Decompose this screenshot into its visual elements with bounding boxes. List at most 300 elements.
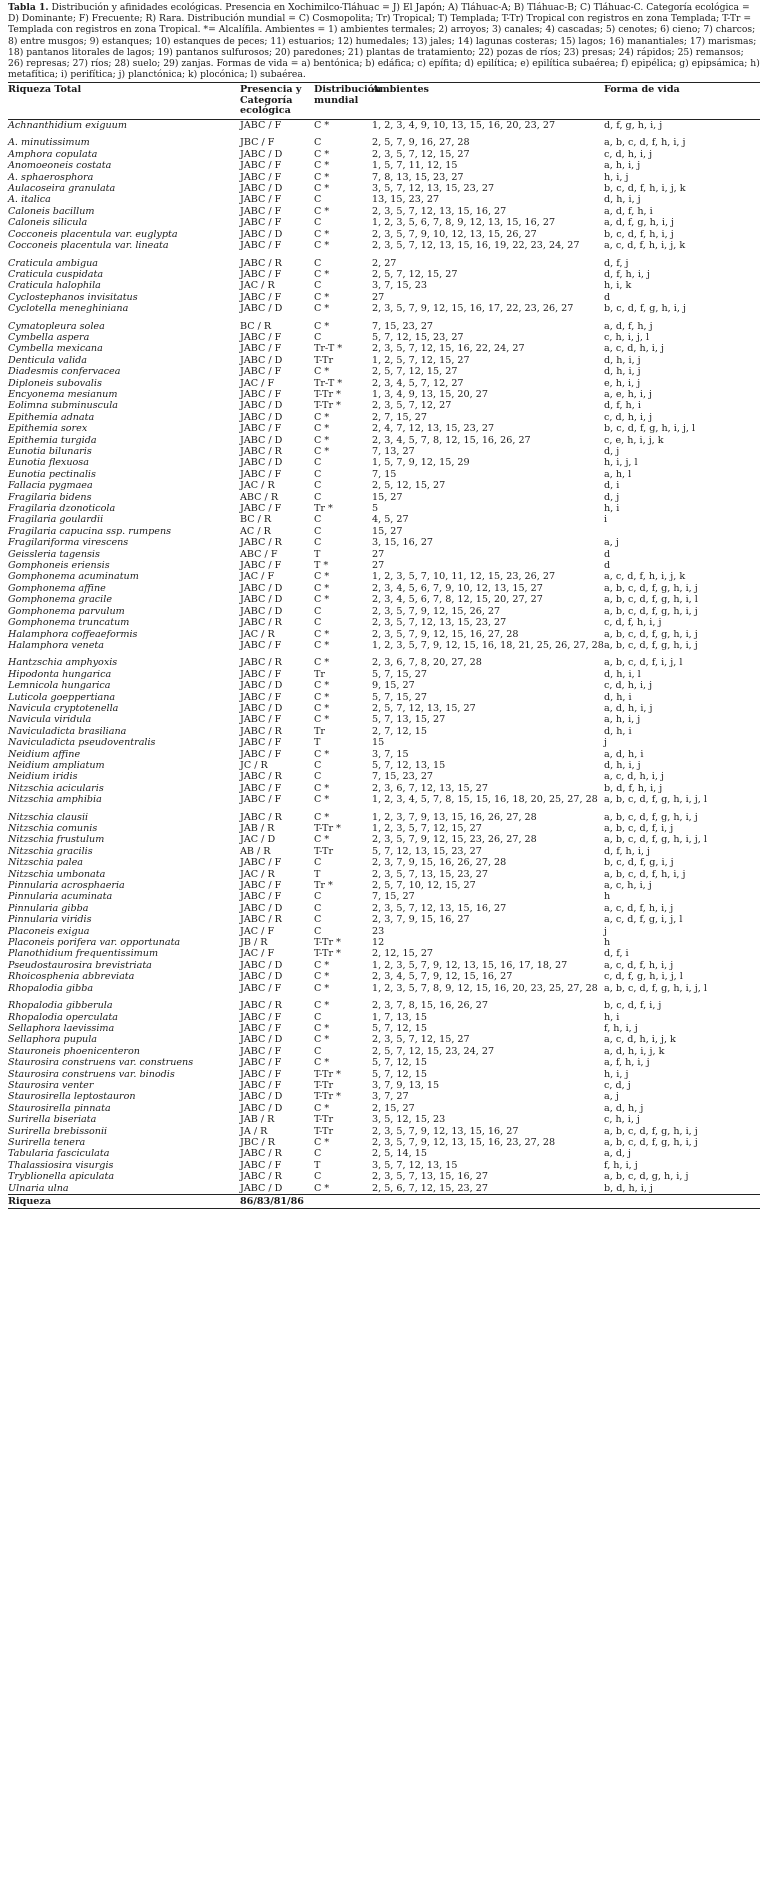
- life-form-cell: j: [604, 925, 607, 937]
- life-form-cell: a, b, c, d, f, h, i, j: [604, 868, 686, 880]
- distribution-cell: C *: [314, 1182, 330, 1194]
- table-row: [8, 258, 760, 269]
- life-form-cell: a, b, c, d, f, i, j: [604, 823, 674, 834]
- presence-cell: JBC / F: [240, 137, 275, 149]
- life-form-cell: a, b, c, d, f, g, h, i, l: [604, 594, 698, 606]
- environments-cell: 7, 15, 23, 27: [372, 771, 434, 783]
- environments-cell: 2, 3, 5, 7, 9, 12, 15, 16, 27, 28: [372, 628, 519, 640]
- table-row: [8, 617, 760, 628]
- environments-cell: 5, 7, 12, 15, 23, 27: [372, 331, 464, 343]
- life-form-cell: a, b, c, d, f, g, h, i, j: [604, 582, 698, 594]
- table-footer: [8, 1195, 760, 1209]
- distribution-cell: C *: [314, 714, 330, 726]
- life-form-cell: h, i: [604, 1011, 620, 1023]
- species-name-cell: Fallacia pygmaea: [8, 480, 93, 492]
- life-form-cell: h, i, j: [604, 1068, 629, 1080]
- table-row: [8, 514, 760, 525]
- distribution-cell: Tr: [314, 668, 325, 680]
- distribution-cell: C *: [314, 1034, 330, 1046]
- distribution-cell: T-Tr *: [314, 1068, 341, 1080]
- table-row: [8, 749, 760, 760]
- environments-cell: 2, 3, 5, 7, 9, 12, 15, 16, 17, 22, 23, 26, 27: [372, 303, 574, 315]
- presence-cell: JABC / F: [240, 1011, 282, 1023]
- species-name-cell: Gomphonema truncatum: [8, 617, 130, 629]
- species-name-cell: Fragilaria bidens: [8, 491, 92, 503]
- life-form-cell: d, f, g, h, i, j: [604, 120, 663, 132]
- species-name-cell: Nitzschia clausii: [8, 811, 89, 823]
- distribution-cell: C *: [314, 702, 330, 714]
- environments-cell: 1, 5, 7, 9, 12, 15, 29: [372, 457, 470, 469]
- life-form-cell: [604, 526, 760, 537]
- environments-cell: 1, 2, 3, 5, 7, 9, 12, 13, 15, 16, 17, 18, 27: [372, 959, 568, 971]
- environments-cell: 1, 2, 3, 4, 9, 10, 13, 15, 16, 20, 23, 27: [372, 120, 556, 132]
- species-name-cell: Staurosira construens var. construens: [8, 1057, 194, 1069]
- table-body: [8, 120, 760, 1195]
- environments-cell: 5: [372, 503, 379, 515]
- life-form-cell: i: [604, 514, 608, 526]
- presence-cell: JABC / F: [240, 560, 282, 572]
- distribution-cell: C: [314, 605, 322, 617]
- table-row: [8, 378, 760, 389]
- table-row: [8, 1034, 760, 1045]
- distribution-cell: C *: [314, 1000, 330, 1012]
- environments-cell: 2, 12, 15, 27: [372, 948, 434, 960]
- life-form-cell: a, e, h, i, j: [604, 388, 653, 400]
- species-name-cell: Epithemia sorex: [8, 423, 88, 435]
- table-row: [8, 194, 760, 205]
- table-row: [8, 606, 760, 617]
- distribution-cell: C *: [314, 1136, 330, 1148]
- table-row: [8, 703, 760, 714]
- table-row: [8, 1148, 760, 1159]
- distribution-cell: C *: [314, 228, 330, 240]
- presence-cell: JABC / R: [240, 914, 282, 926]
- environments-cell: 2, 3, 5, 7, 12, 13, 15, 23, 27: [372, 617, 507, 629]
- species-name-cell: Cymbella mexicana: [8, 343, 103, 355]
- table-row: [8, 726, 760, 737]
- table-row: [8, 160, 760, 171]
- environments-cell: 1, 2, 3, 5, 7, 9, 12, 15, 16, 18, 21, 25, 26, 27, 28: [372, 639, 604, 651]
- distribution-cell: T: [314, 1159, 321, 1171]
- environments-cell: 15, 27: [372, 525, 403, 537]
- environments-cell: 2, 3, 6, 7, 8, 20, 27, 28: [372, 657, 482, 669]
- environments-cell: 5, 7, 12, 15: [372, 1057, 427, 1069]
- life-form-cell: a, d, h, j: [604, 1102, 644, 1114]
- distribution-cell: C: [314, 468, 322, 480]
- presence-cell: JABC / R: [240, 446, 282, 457]
- table-row: [8, 692, 760, 703]
- environments-cell: 5, 7, 12, 13, 15: [372, 759, 446, 771]
- life-form-cell: c, d, h, i, j: [604, 148, 653, 160]
- presence-cell: JABC / F: [240, 503, 282, 515]
- table-row: [8, 903, 760, 914]
- life-form-cell: d, h, i: [604, 725, 632, 737]
- species-name-cell: Surirella brebissonii: [8, 1125, 108, 1137]
- environments-cell: 2, 3, 5, 7, 13, 15, 16, 27: [372, 1171, 488, 1183]
- life-form-cell: a, b, c, d, f, g, h, i, j, l: [604, 834, 707, 846]
- footer-empty: [314, 1195, 372, 1209]
- presence-cell: JAC / F: [240, 571, 275, 583]
- environments-cell: 5, 7, 15, 27: [372, 691, 427, 703]
- species-name-cell: Luticola goeppertiana: [8, 691, 116, 703]
- species-name-cell: Surirella tenera: [8, 1136, 86, 1148]
- life-form-cell: a, c, d, f, h, i, j, k: [604, 240, 686, 252]
- environments-cell: 3, 7, 15: [372, 748, 409, 760]
- distribution-cell: C *: [314, 594, 330, 606]
- species-name-cell: Halamphora coffeaeformis: [8, 628, 138, 640]
- table-row: [8, 971, 760, 982]
- environments-cell: 2, 3, 5, 7, 9, 12, 13, 15, 16, 27: [372, 1125, 519, 1137]
- table-row: [8, 457, 760, 468]
- distribution-cell: C *: [314, 628, 330, 640]
- table-row: [8, 1126, 760, 1137]
- distribution-cell: C *: [314, 1102, 330, 1114]
- life-form-cell: c, d, f, g, h, i, j, l: [604, 971, 683, 983]
- species-name-cell: Pseudostaurosira brevistriata: [8, 959, 152, 971]
- environments-cell: 2, 3, 4, 5, 6, 7, 9, 10, 12, 13, 15, 27: [372, 582, 543, 594]
- species-name-cell: Cymatopleura solea: [8, 320, 105, 332]
- distribution-cell: C: [314, 857, 322, 869]
- table-row: [8, 914, 760, 925]
- table-row: [8, 537, 760, 548]
- species-name-cell: Ulnaria ulna: [8, 1182, 69, 1194]
- species-name-cell: Aulacoseira granulata: [8, 183, 116, 195]
- presence-cell: JABC / R: [240, 657, 282, 669]
- species-name-cell: Hipodonta hungarica: [8, 668, 112, 680]
- species-name-cell: Diadesmis confervacea: [8, 366, 121, 378]
- environments-cell: 2, 5, 7, 12, 15, 27: [372, 268, 458, 280]
- environments-cell: 2, 3, 5, 7, 12, 13, 15, 16, 27: [372, 205, 507, 217]
- presence-cell: JABC / D: [240, 457, 283, 469]
- table-row: [8, 1057, 760, 1068]
- table-row: [8, 137, 760, 148]
- environments-cell: 1, 7, 13, 15: [372, 1011, 427, 1023]
- environments-cell: 13, 15, 23, 27: [372, 194, 440, 206]
- presence-cell: JABC / D: [240, 148, 283, 160]
- table-row: [8, 303, 760, 314]
- distribution-cell: C *: [314, 434, 330, 446]
- table-row: [8, 823, 760, 834]
- life-form-cell: h, i: [604, 503, 620, 515]
- presence-cell: AC / R: [240, 525, 271, 537]
- table-row: [8, 1171, 760, 1182]
- presence-cell: JABC / D: [240, 434, 283, 446]
- distribution-cell: C: [314, 480, 322, 492]
- table-row: [8, 560, 760, 571]
- species-name-cell: Eunotia flexuosa: [8, 457, 89, 469]
- table-row: [8, 446, 760, 457]
- distribution-cell: T: [314, 737, 321, 749]
- caption-text: Distribución y afinidades ecológicas. Presencia en Xochimilco-Tláhuac = J) El Japón; A) Tláhuac-A; B) Tláhuac-B; C) Tláhuac-C. Categoría ecológica = D) Dominante; F) Frecuente; R) Rara. Distribución mundial = C) Cosmopolita; Tr) Tropical; T) Templada; T-Tr) Tropical con registros en zona Templada; T-Tr = Templada con registros en zona Tropical. *= Alcalífila. Ambientes = 1) ambientes termales; 2) arroyos; 3) canales; 4) cascadas; 5) cenotes; 6) cieno; 7) charcos; 8) entre musgos; 9) estanques; 10) estanques de peces; 11) estuarios; 12) humedales; 13) jales; 14) lagunas costeras; 15) lagos; 16) manantiales; 17) marismas; 18) pantanos litorales de lagos; 19) pantanos sulfurosos; 20) paredones; 21) plantas de tratamiento; 22) pozas de ríos; 23) presas; 24) rápidos; 25) remansos; 26) represas; 27) ríos; 28) suelo; 29) zanjas. Formas de vida = a) bentónica; b) edáfica; c) epífita; d) epilítica; e) epilítica subaérea; f) epipélica; g) epipsámica; h) metafítica; i) perifítica; j) planctónica; k) plocónica; l) subaérea.: [8, 2, 760, 81]
- species-name-cell: Eunotia bilunaris: [8, 446, 92, 457]
- environments-cell: 2, 3, 5, 7, 9, 10, 12, 13, 15, 26, 27: [372, 228, 537, 240]
- table-row: [8, 937, 760, 948]
- presence-cell: JABC / R: [240, 1000, 282, 1012]
- environments-cell: 2, 3, 7, 9, 15, 16, 26, 27, 28: [372, 857, 507, 869]
- species-name-cell: Cyclotella meneghiniana: [8, 303, 129, 315]
- environments-cell: 3, 5, 7, 12, 13, 15, 23, 27: [372, 183, 495, 195]
- table-row: [8, 640, 760, 651]
- environments-cell: 27: [372, 560, 385, 572]
- table-row: [8, 960, 760, 971]
- species-name-cell: Rhopalodia gibberula: [8, 1000, 113, 1012]
- species-name-cell: Gomphonema acuminatum: [8, 571, 139, 583]
- environments-cell: 1, 2, 3, 5, 6, 7, 8, 9, 12, 13, 15, 16, 27: [372, 217, 556, 229]
- presence-cell: JABC / D: [240, 902, 283, 914]
- environments-cell: 5, 7, 12, 15: [372, 1068, 427, 1080]
- life-form-cell: a, d, f, h, i: [604, 205, 653, 217]
- distribution-cell: Tr-T *: [314, 343, 343, 355]
- species-name-cell: Encyonema mesianum: [8, 388, 118, 400]
- presence-cell: JC / R: [240, 759, 268, 771]
- presence-cell: JABC / D: [240, 303, 283, 315]
- species-name-cell: Craticula ambigua: [8, 257, 99, 269]
- presence-cell: JABC / F: [240, 240, 282, 252]
- environments-cell: 5, 7, 12, 13, 15, 23, 27: [372, 845, 482, 857]
- distribution-cell: C *: [314, 811, 330, 823]
- table-row: [8, 149, 760, 160]
- life-form-cell: b, c, d, f, g, i, j: [604, 857, 674, 869]
- table-row: [8, 1137, 760, 1148]
- life-form-cell: c, d, j: [604, 1079, 631, 1091]
- life-form-cell: b, c, d, f, g, h, i, j, l: [604, 423, 696, 435]
- environments-cell: 1, 5, 7, 11, 12, 15: [372, 160, 458, 172]
- distribution-cell: C *: [314, 582, 330, 594]
- distribution-cell: C *: [314, 982, 330, 994]
- table-row: [8, 869, 760, 880]
- table-row: [8, 834, 760, 845]
- life-form-cell: a, c, h, i, j: [604, 880, 652, 892]
- life-form-cell: c, d, h, i, j: [604, 680, 653, 692]
- life-form-cell: d, f, i: [604, 948, 629, 960]
- environments-cell: 2, 5, 7, 12, 15, 23, 24, 27: [372, 1045, 495, 1057]
- distribution-cell: C: [314, 771, 322, 783]
- table-row: [8, 783, 760, 794]
- distribution-cell: T *: [314, 560, 329, 572]
- species-name-cell: Sellaphora pupula: [8, 1034, 97, 1046]
- environments-cell: 5, 7, 13, 15, 27: [372, 714, 446, 726]
- environments-cell: 2, 5, 14, 15: [372, 1148, 427, 1160]
- presence-cell: JABC / D: [240, 354, 283, 366]
- life-form-cell: a, d, f, g, h, i, j: [604, 217, 675, 229]
- table-caption: [8, 2, 760, 80]
- presence-cell: AB / R: [240, 845, 271, 857]
- life-form-cell: a, d, j: [604, 1148, 632, 1160]
- environments-cell: 5, 7, 12, 15: [372, 1022, 427, 1034]
- table-row: [8, 206, 760, 217]
- species-name-cell: Neidium ampliatum: [8, 759, 105, 771]
- life-form-cell: h, i, k: [604, 280, 632, 292]
- presence-cell: JABC / F: [240, 880, 282, 892]
- distribution-cell: T-Tr *: [314, 1091, 341, 1103]
- life-form-cell: j: [604, 737, 607, 749]
- species-name-cell: Gomphonema parvulum: [8, 605, 125, 617]
- environments-cell: 2, 3, 6, 7, 12, 13, 15, 27: [372, 782, 488, 794]
- distribution-cell: C: [314, 280, 322, 292]
- table-row: [8, 926, 760, 937]
- life-form-cell: a, c, d, h, i, j: [604, 343, 664, 355]
- life-form-cell: a, b, c, d, f, h, i, j: [604, 137, 686, 149]
- table-row: [8, 857, 760, 868]
- environments-cell: 27: [372, 548, 385, 560]
- presence-cell: JABC / D: [240, 971, 283, 983]
- life-form-cell: a, d, h, i, j, k: [604, 1045, 665, 1057]
- species-name-cell: Pinnularia acuminata: [8, 891, 113, 903]
- life-form-cell: a, b, c, d, f, g, h, i, j, l: [604, 982, 707, 994]
- presence-cell: JABC / F: [240, 423, 282, 435]
- environments-cell: 2, 3, 5, 7, 12, 15, 27: [372, 148, 470, 160]
- distribution-cell: T-Tr: [314, 1125, 334, 1137]
- presence-cell: JABC / R: [240, 771, 282, 783]
- header-environments: Ambientes: [372, 84, 429, 96]
- presence-cell: JABC / R: [240, 1148, 282, 1160]
- table-row: [8, 526, 760, 537]
- presence-cell: ABC / F: [240, 548, 278, 560]
- distribution-cell: C *: [314, 171, 330, 183]
- table-row: [8, 771, 760, 782]
- distribution-cell: C *: [314, 291, 330, 303]
- presence-cell: JABC / F: [240, 1045, 282, 1057]
- table-row: [8, 629, 760, 640]
- footer-empty: [604, 1195, 760, 1209]
- environments-cell: 2, 3, 4, 5, 7, 12, 27: [372, 377, 464, 389]
- distribution-cell: C: [314, 257, 322, 269]
- presence-cell: JABC / F: [240, 691, 282, 703]
- distribution-cell: C: [314, 137, 322, 149]
- life-form-cell: a, c, d, h, i, j, k: [604, 1034, 676, 1046]
- species-name-cell: Nitzschia comunis: [8, 823, 98, 834]
- table-row: [8, 680, 760, 691]
- species-name-cell: Craticula halophila: [8, 280, 101, 292]
- distribution-cell: T-Tr *: [314, 388, 341, 400]
- presence-cell: JABC / F: [240, 217, 282, 229]
- life-form-cell: a, h, l: [604, 468, 632, 480]
- life-form-cell: d, f, j: [604, 257, 629, 269]
- presence-cell: JABC / D: [240, 680, 283, 692]
- species-name-cell: Eunotia pectinalis: [8, 468, 96, 480]
- presence-cell: JABC / F: [240, 120, 282, 132]
- environments-cell: 7, 15, 27: [372, 891, 415, 903]
- presence-cell: JABC / F: [240, 160, 282, 172]
- table-row: [8, 400, 760, 411]
- presence-cell: JABC / F: [240, 1068, 282, 1080]
- presence-cell: JB / R: [240, 937, 268, 949]
- environments-cell: 2, 3, 5, 7, 13, 15, 23, 27: [372, 868, 488, 880]
- environments-cell: 4, 5, 27: [372, 514, 409, 526]
- life-form-cell: a, d, h, i, j: [604, 702, 653, 714]
- environments-cell: 7, 15: [372, 468, 397, 480]
- distribution-cell: C: [314, 617, 322, 629]
- environments-cell: 2, 5, 12, 15, 27: [372, 480, 446, 492]
- life-form-cell: a, j: [604, 537, 619, 549]
- environments-cell: 2, 5, 7, 10, 12, 15, 27: [372, 880, 476, 892]
- environments-cell: 1, 2, 3, 7, 9, 13, 15, 16, 26, 27, 28: [372, 811, 537, 823]
- environments-cell: 2, 7, 12, 15: [372, 725, 427, 737]
- species-name-cell: Surirella biseriata: [8, 1114, 97, 1126]
- environments-cell: 2, 5, 7, 12, 13, 15, 27: [372, 702, 476, 714]
- species-name-cell: Caloneis bacillum: [8, 205, 95, 217]
- life-form-cell: d, h, i, j: [604, 366, 641, 378]
- presence-cell: JAC / F: [240, 925, 275, 937]
- environments-cell: 2, 3, 5, 7, 9, 12, 13, 15, 16, 23, 27, 28: [372, 1136, 556, 1148]
- distribution-cell: T-Tr: [314, 354, 334, 366]
- presence-cell: JAC / R: [240, 628, 275, 640]
- presence-cell: JAB / R: [240, 823, 275, 834]
- header-life-form: Forma de vida: [604, 84, 680, 96]
- species-name-cell: Staurosirella pinnata: [8, 1102, 111, 1114]
- distribution-cell: C: [314, 1045, 322, 1057]
- distribution-cell: C *: [314, 1022, 330, 1034]
- species-name-cell: Denticula valida: [8, 354, 87, 366]
- table-row: [8, 492, 760, 503]
- environments-cell: 1, 3, 4, 9, 13, 15, 20, 27: [372, 388, 488, 400]
- species-name-cell: Gomphoneis eriensis: [8, 560, 110, 572]
- distribution-cell: T: [314, 868, 321, 880]
- presence-cell: JABC / F: [240, 468, 282, 480]
- table-row: [8, 891, 760, 902]
- environments-cell: 1, 2, 3, 5, 7, 8, 9, 12, 15, 16, 20, 23, 25, 27, 28: [372, 982, 598, 994]
- header-presence: Presencia y Categoría ecológica: [240, 84, 302, 116]
- distribution-cell: T-Tr: [314, 1079, 334, 1091]
- life-form-cell: a, b, c, d, f, g, h, i, j: [604, 605, 698, 617]
- environments-cell: 2, 5, 6, 7, 12, 15, 23, 27: [372, 1182, 488, 1194]
- life-form-cell: a, b, c, d, f, i, j, l: [604, 657, 683, 669]
- table-row: [8, 1046, 760, 1057]
- table-row: [8, 1012, 760, 1023]
- species-table: [8, 82, 760, 1209]
- distribution-cell: C: [314, 514, 322, 526]
- species-name-cell: Thalassiosira visurgis: [8, 1159, 114, 1171]
- document-page: [8, 0, 760, 1209]
- distribution-cell: C: [314, 491, 322, 503]
- distribution-cell: C *: [314, 834, 330, 846]
- species-name-cell: Nitzschia frustulum: [8, 834, 105, 846]
- species-name-cell: Fragilariforma virescens: [8, 537, 129, 549]
- table-row: [8, 412, 760, 423]
- presence-cell: JABC / D: [240, 702, 283, 714]
- presence-cell: JABC / D: [240, 183, 283, 195]
- life-form-cell: f, h, i, j: [604, 1022, 638, 1034]
- life-form-cell: c, d, h, i, j: [604, 411, 653, 423]
- distribution-cell: C *: [314, 639, 330, 651]
- presence-cell: JABC / F: [240, 891, 282, 903]
- distribution-cell: C: [314, 457, 322, 469]
- species-name-cell: Tabularia fasciculata: [8, 1148, 110, 1160]
- environments-cell: 3, 5, 12, 15, 23: [372, 1114, 446, 1126]
- table-row: [8, 812, 760, 823]
- presence-cell: BC / R: [240, 320, 272, 332]
- species-name-cell: Rhopalodia gibba: [8, 982, 94, 994]
- species-name-cell: Hantzschia amphyoxis: [8, 657, 118, 669]
- presence-cell: JABC / F: [240, 1159, 282, 1171]
- presence-cell: JABC / F: [240, 366, 282, 378]
- life-form-cell: a, b, c, d, f, g, h, i, j: [604, 639, 698, 651]
- distribution-cell: C: [314, 914, 322, 926]
- table-row: [8, 389, 760, 400]
- table-row: [8, 292, 760, 303]
- presence-cell: JABC / F: [240, 291, 282, 303]
- table-row: [8, 366, 760, 377]
- presence-cell: JABC / D: [240, 1034, 283, 1046]
- distribution-cell: C *: [314, 183, 330, 195]
- table-row: [8, 343, 760, 354]
- species-name-cell: Rhopalodia operculata: [8, 1011, 118, 1023]
- species-name-cell: A. minutissimum: [8, 137, 90, 149]
- environments-cell: 2, 3, 4, 5, 7, 8, 12, 15, 16, 26, 27: [372, 434, 531, 446]
- distribution-cell: C *: [314, 423, 330, 435]
- presence-cell: JABC / D: [240, 959, 283, 971]
- table-row: [8, 669, 760, 680]
